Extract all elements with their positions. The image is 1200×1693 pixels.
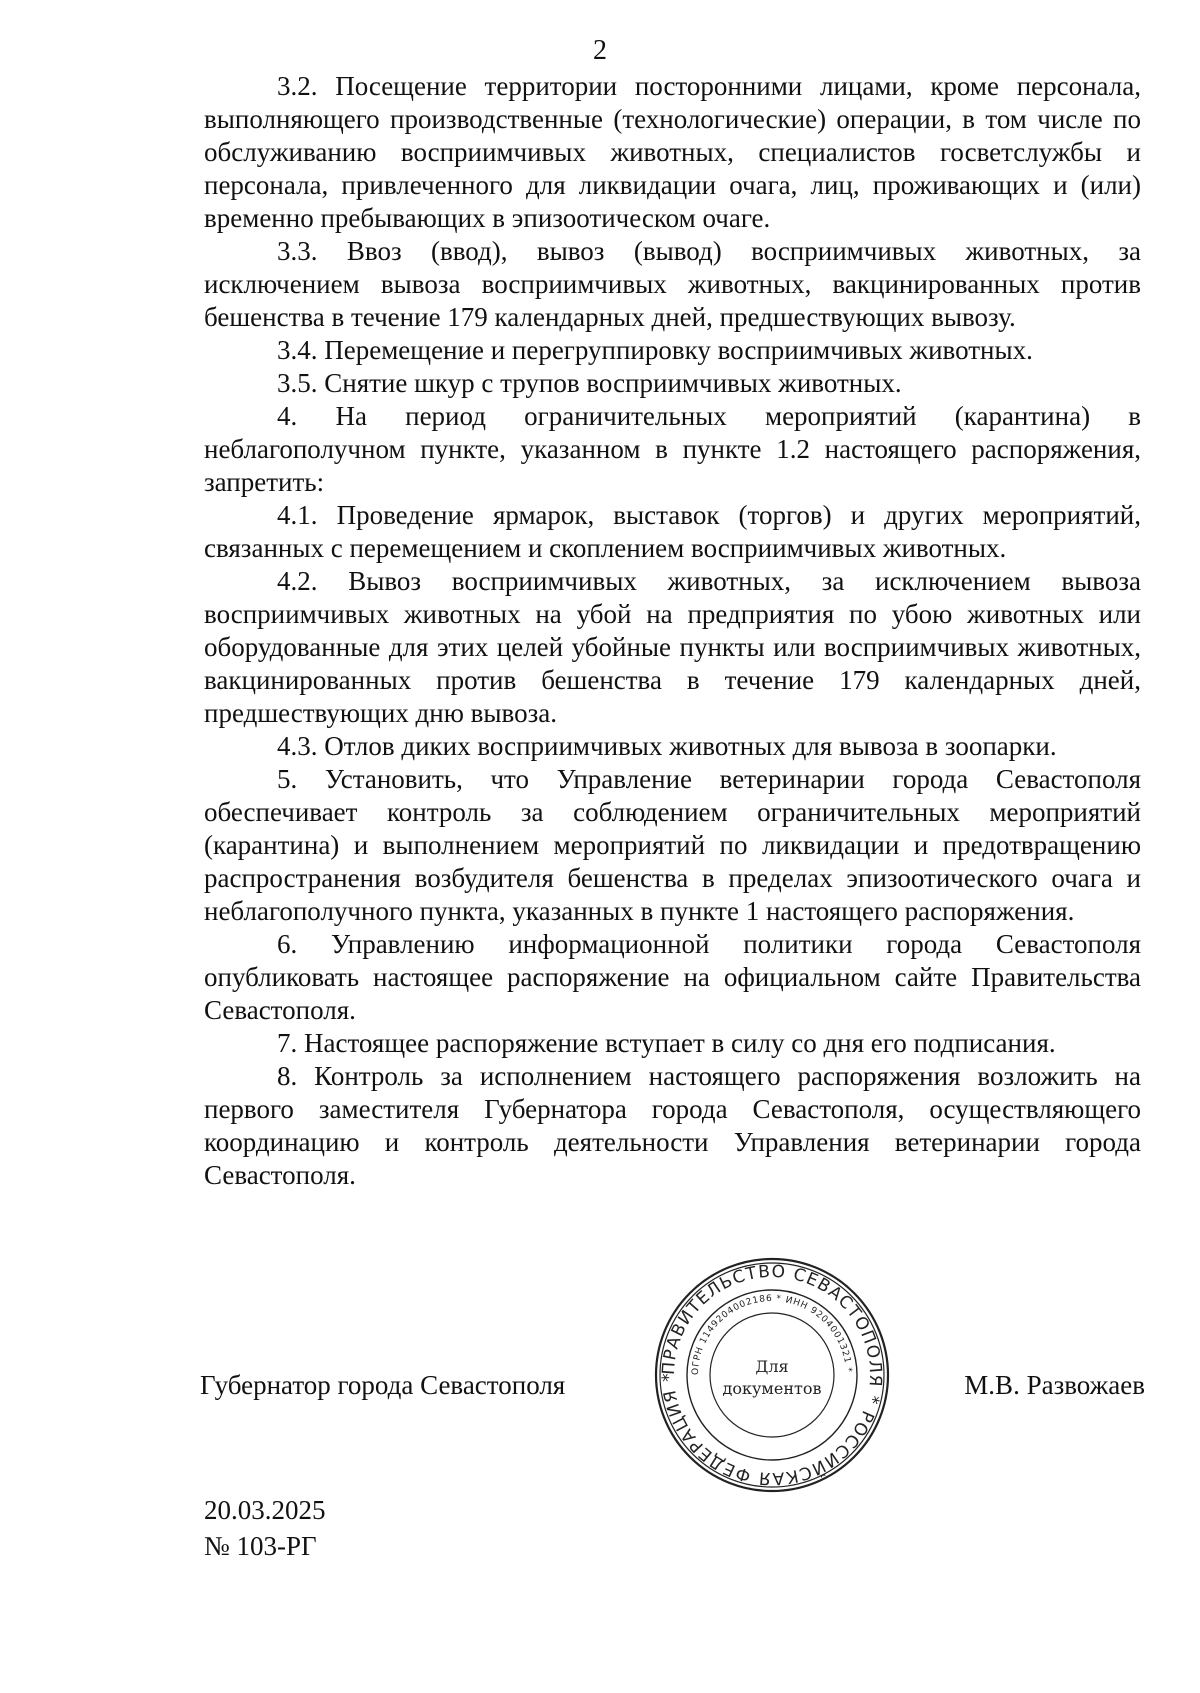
paragraph-3-4: 3.4. Перемещение и перегруппировку восприимчивых животных. xyxy=(277,335,1033,365)
seal-center-line-1: Для xyxy=(755,1357,789,1376)
document-number: № 103-РГ xyxy=(204,1531,317,1561)
signatory-position: Губернатор города Севастополя xyxy=(200,1370,566,1400)
paragraph-3-3: 3.3. Ввоз (ввод), вывоз (вывод) восприимчивых животных, за исключением вывоза восприимчивых животных, вакцинированных против бешенства в течение 179 календарных дней, предшествующих вывозу. xyxy=(204,236,1141,332)
paragraph-5: 5. Установить, что Управление ветеринарии города Севастополя обеспечивает контроль за соблюдением ограничительных мероприятий (карантина) и выполнением мероприятий по ликвидации и предотвращению распространения возбудителя бешенства в пределах эпизоотического очага и неблагополучного пункта, указанных в пункте 1 настоящего распоряжения. xyxy=(204,764,1141,926)
paragraph-7: 7. Настоящее распоряжение вступает в силу со дня его подписания. xyxy=(277,1028,1056,1058)
document-body xyxy=(204,70,1141,1192)
signatory-name: М.В. Развожаев xyxy=(964,1370,1145,1400)
paragraph-4-3: 4.3. Отлов диких восприимчивых животных для вывоза в зоопарки. xyxy=(277,731,1057,761)
paragraph-6: 6. Управлению информационной политики города Севастополя опубликовать настоящее распоряжение на официальном сайте Правительства Севастополя. xyxy=(204,929,1141,1025)
paragraph-4: 4. На период ограничительных мероприятий (карантина) в неблагополучном пункте, указанном в пункте 1.2 настоящего распоряжения, запретить: xyxy=(204,401,1141,497)
seal-inner-text: ОГРН 1149204002186 * ИНН 9204001321 * xyxy=(690,1293,854,1376)
paragraph-8: 8. Контроль за исполнением настоящего распоряжения возложить на первого заместителя Губернатора города Севастополя, осуществляющего координацию и контроль деятельности Управления ветеринарии города Севастополя. xyxy=(204,1061,1141,1190)
paragraph-3-2: 3.2. Посещение территории посторонними лицами, кроме персонала, выполняющего производственные (технологические) операции, в том числе по обслуживанию восприимчивых животных, специалистов госветслужбы и персонала, привлеченного для ликвидации очага, лиц, проживающих и (или) временно пребывающих в эпизоотическом очаге. xyxy=(204,71,1141,233)
seal-outer-text: ПРАВИТЕЛЬСТВО СЕВАСТОПОЛЯ * РОССИЙСКАЯ ФЕДЕРАЦИЯ * xyxy=(658,1261,886,1489)
seal-center-line-2: документов xyxy=(722,1379,822,1398)
document-footer xyxy=(204,1492,326,1564)
paragraph-4-1: 4.1. Проведение ярмарок, выставок (торгов) и других мероприятий, связанных с перемещением и скоплением восприимчивых животных. xyxy=(204,500,1141,563)
document-date: 20.03.2025 xyxy=(204,1495,326,1525)
paragraph-4-2: 4.2. Вывоз восприимчивых животных, за исключением вывоза восприимчивых животных на убой на предприятия по убою животных или оборудованные для этих целей убойные пункты или восприимчивых животных, вакцинированных против бешенства в течение 179 календарных дней, предшествующих дню вывоза. xyxy=(204,566,1141,728)
official-seal xyxy=(652,1255,892,1495)
paragraph-3-5: 3.5. Снятие шкур с трупов восприимчивых животных. xyxy=(277,368,902,398)
page-number: 2 xyxy=(593,35,607,66)
